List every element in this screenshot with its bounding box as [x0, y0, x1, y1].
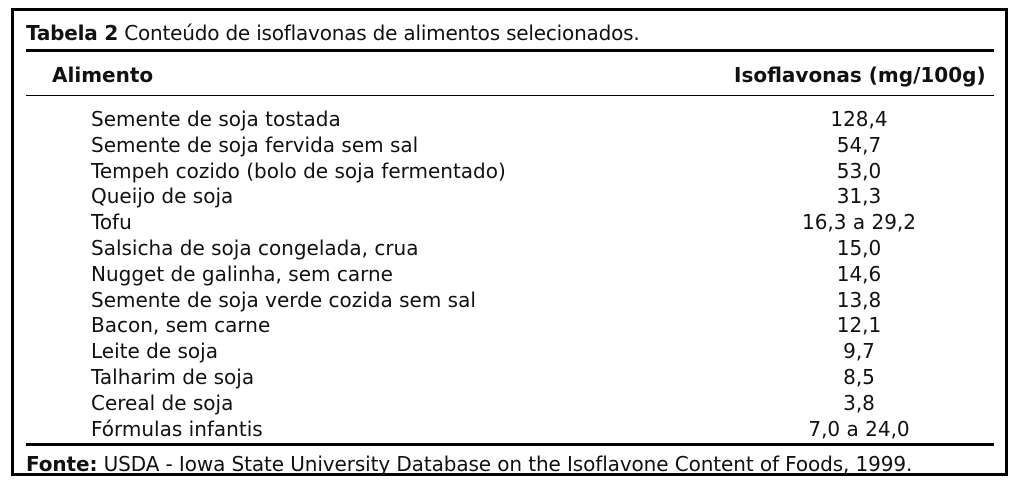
caption-label: Tabela 2 — [26, 21, 119, 45]
food-name: Queijo de soja — [91, 184, 234, 209]
table-frame — [11, 8, 1008, 476]
table-row — [14, 417, 1005, 443]
isoflavone-value: 8,5 — [843, 364, 875, 389]
food-name: Talharim de soja — [91, 364, 255, 389]
table-row — [14, 133, 1005, 159]
table-row — [14, 159, 1005, 185]
isoflavone-value: 13,8 — [836, 287, 882, 312]
isoflavone-value: 9,7 — [843, 339, 875, 364]
food-name: Fórmulas infantis — [91, 416, 263, 441]
food-name: Nugget de galinha, sem carne — [91, 261, 393, 286]
isoflavone-value: 54,7 — [836, 132, 882, 157]
column-header-isoflavones: Isoflavonas (mg/100g) — [734, 63, 986, 87]
table-row — [14, 288, 1005, 314]
header-rule — [26, 95, 994, 96]
source-text: USDA - Iowa State University Database on the Isoflavone Content of Foods, 1999. — [103, 452, 913, 476]
food-name: Tofu — [91, 210, 132, 235]
caption-text: Conteúdo de isoflavonas de alimentos selecionados. — [124, 21, 640, 45]
bottom-rule — [26, 443, 994, 446]
table-source — [26, 452, 912, 476]
isoflavone-value: 53,0 — [836, 158, 882, 183]
isoflavone-value: 14,6 — [836, 261, 882, 286]
table-row — [14, 107, 1005, 133]
table-row — [14, 262, 1005, 288]
food-name: Cereal de soja — [91, 390, 234, 415]
food-name: Bacon, sem carne — [91, 313, 271, 338]
food-name: Leite de soja — [91, 339, 218, 364]
food-name: Semente de soja fervida sem sal — [91, 132, 419, 157]
table-row — [14, 339, 1005, 365]
isoflavone-value: 3,8 — [843, 390, 875, 415]
isoflavone-value: 12,1 — [836, 313, 882, 338]
source-label: Fonte: — [26, 452, 98, 476]
isoflavone-value: 16,3 a 29,2 — [801, 210, 917, 235]
table-body — [14, 107, 1005, 442]
isoflavone-value: 15,0 — [836, 235, 882, 260]
food-name: Semente de soja verde cozida sem sal — [91, 287, 476, 312]
isoflavone-value: 31,3 — [836, 184, 882, 209]
isoflavone-value: 128,4 — [830, 107, 888, 131]
table-row — [14, 313, 1005, 339]
table-caption — [26, 21, 640, 45]
isoflavone-value: 7,0 a 24,0 — [808, 416, 910, 441]
column-header-food: Alimento — [52, 63, 154, 87]
food-name: Tempeh cozido (bolo de soja fermentado) — [91, 158, 506, 183]
food-name: Salsicha de soja congelada, crua — [91, 235, 419, 260]
top-rule — [26, 49, 994, 52]
table-row — [14, 365, 1005, 391]
table-row — [14, 184, 1005, 210]
table-row — [14, 391, 1005, 417]
table-row — [14, 236, 1005, 262]
table-row — [14, 210, 1005, 236]
food-name: Semente de soja tostada — [91, 107, 341, 131]
